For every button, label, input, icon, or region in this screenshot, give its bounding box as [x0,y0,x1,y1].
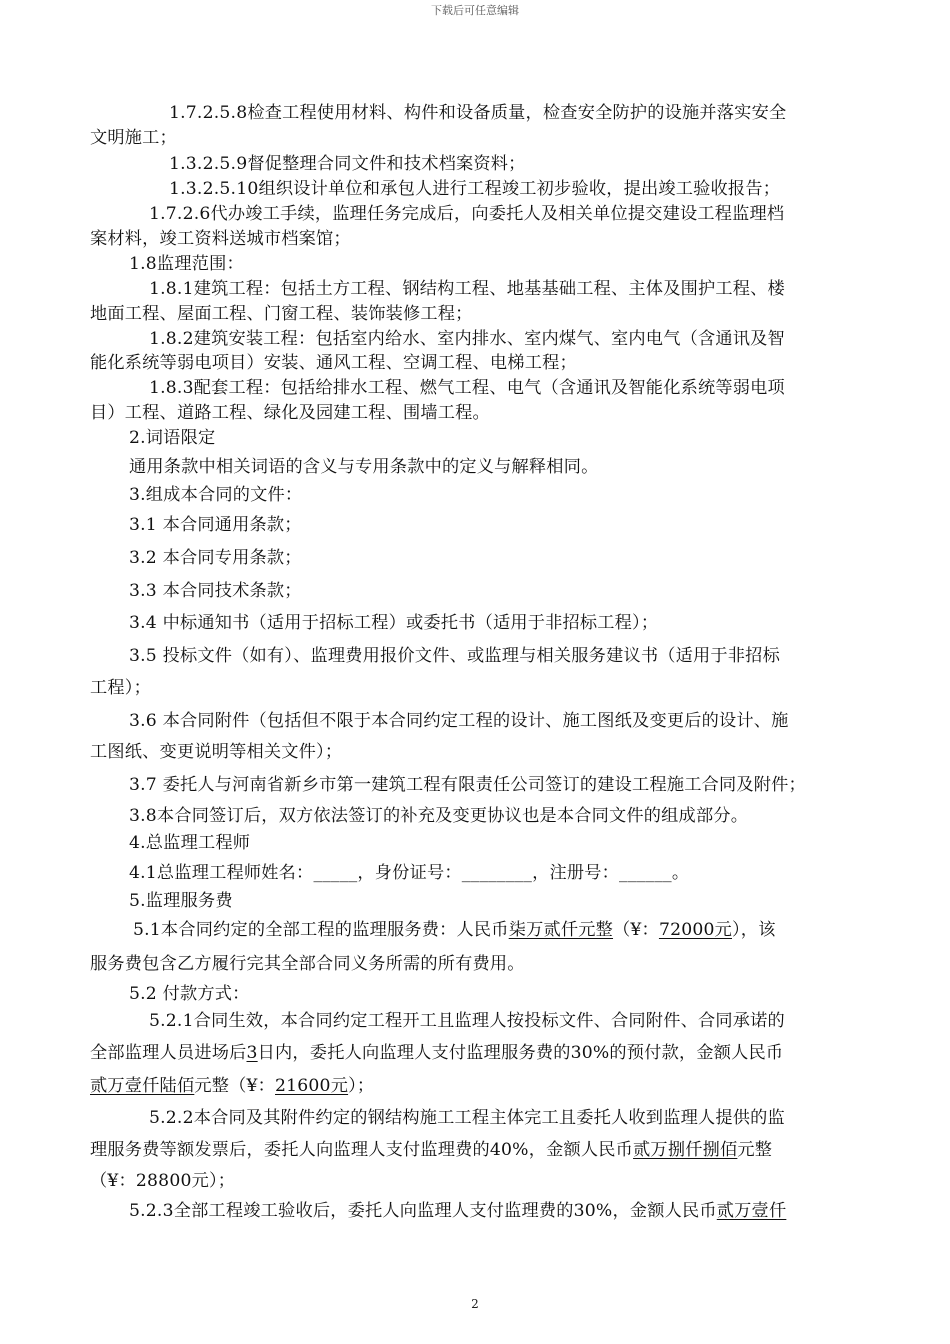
text-line: 工图纸、变更说明等相关文件）； [90,742,343,762]
director-name-blank: _____ [313,863,358,883]
list-item: 3.6 本合同附件（包括但不限于本合同约定工程的设计、施工图纸及变更后的设计、施 [129,711,789,731]
list-item: 3.2 本合同专用条款； [129,548,302,568]
text-line: 1.7.2.6代办竣工手续，监理任务完成后，向委托人及相关单位提交建设工程监理档 [149,204,785,224]
section-heading: 5.2 付款方式： [129,984,250,1004]
payment-3-amount-words: 贰万壹仟 [716,1201,787,1221]
section-heading: 4.总监理工程师 [129,833,251,853]
text-line: 能化系统等弱电项目）安装、通风工程、空调工程、电梯工程； [90,353,577,373]
page-header: 下载后可任意编辑 [431,4,519,17]
text-line: 1.7.2.5.8检查工程使用材料、构件和设备质量，检查安全防护的设施并落实安全 [169,103,787,123]
fee-line: 5.1本合同约定的全部工程的监理服务费：人民币柒万贰仟元整（¥：72000元），该 [133,920,776,940]
page-number: 2 [471,1297,479,1311]
list-item: 3.1 本合同通用条款； [129,515,302,535]
payment-1-amount-line: 贰万壹仟陆佰元整（¥：21600元）； [90,1076,375,1096]
list-item: 3.3 本合同技术条款； [129,581,302,601]
text-line: 文明施工； [90,128,177,148]
text-line: 1.8.2建筑安装工程：包括室内给水、室内排水、室内煤气、室内电气（含通讯及智 [149,329,785,349]
list-item: 3.8本合同签订后，双方依法签订的补充及变更协议也是本合同文件的组成部分。 [129,806,749,826]
section-heading: 1.8监理范围： [129,254,244,274]
director-info-line: 4.1总监理工程师姓名：_____，身份证号：________，注册号：______。 [129,863,690,883]
payment-2-line: 理服务费等额发票后，委托人向监理人支付监理费的40%，金额人民币贰万捌仟捌佰元整 [90,1140,773,1160]
text-line: 5.2.2本合同及其附件约定的钢结构施工工程主体完工且委托人收到监理人提供的监 [149,1108,785,1128]
payment-1-line: 全部监理人员进场后3日内，委托人向监理人支付监理服务费的30%的预付款，金额人民币 [90,1043,784,1063]
payment-3-line: 5.2.3全部工程竣工验收后，委托人向监理人支付监理费的30%，金额人民币贰万壹仟 [129,1201,787,1221]
text-line: 工程）； [90,678,151,698]
payment-1-amount-number: 21600元 [275,1076,349,1096]
director-id-blank: ________ [461,863,533,883]
text-line: （¥：28800元）； [90,1171,236,1191]
director-reg-blank: ______ [619,863,672,883]
fee-amount-number: 72000元 [658,920,733,940]
text-line: 1.8.3配套工程：包括给排水工程、燃气工程、电气（含通讯及智能化系统等弱电项 [149,378,785,398]
list-item: 3.5 投标文件（如有）、监理费用报价文件、或监理与相关服务建议书（适用于非招标 [129,646,780,666]
text-line: 1.3.2.5.9督促整理合同文件和技术档案资料； [169,154,526,174]
text-line: 通用条款中相关词语的含义与专用条款中的定义与解释相同。 [129,457,599,477]
text-line: 1.8.1建筑工程：包括土方工程、钢结构工程、地基基础工程、主体及围护工程、楼 [149,279,785,299]
text-line: 地面工程、屋面工程、门窗工程、装饰装修工程； [90,304,473,324]
list-item: 3.7 委托人与河南省新乡市第一建筑工程有限责任公司签订的建设工程施工合同及附件； [129,775,806,795]
section-heading: 2.词语限定 [129,428,216,448]
fee-amount-words: 柒万贰仟元整 [508,920,614,940]
entry-days: 3 [246,1043,258,1063]
text-line: 服务费包含乙方履行完其全部合同义务所需的所有费用。 [90,954,525,974]
text-line: 1.3.2.5.10组织设计单位和承包人进行工程竣工初步验收，提出竣工验收报告； [169,179,781,199]
section-heading: 3.组成本合同的文件： [129,485,303,505]
payment-2-amount-words: 贰万捌仟捌佰 [633,1140,738,1160]
text-line: 目）工程、道路工程、绿化及园建工程、围墙工程。 [90,403,490,423]
text-line: 5.2.1合同生效，本合同约定工程开工且监理人按投标文件、合同附件、合同承诺的 [149,1011,785,1031]
list-item: 3.4 中标通知书（适用于招标工程）或委托书（适用于非招标工程）； [129,613,659,633]
payment-1-amount-words: 贰万壹仟陆佰 [90,1076,195,1096]
section-heading: 5.监理服务费 [129,891,233,911]
text-line: 案材料，竣工资料送城市档案馆； [90,229,351,249]
